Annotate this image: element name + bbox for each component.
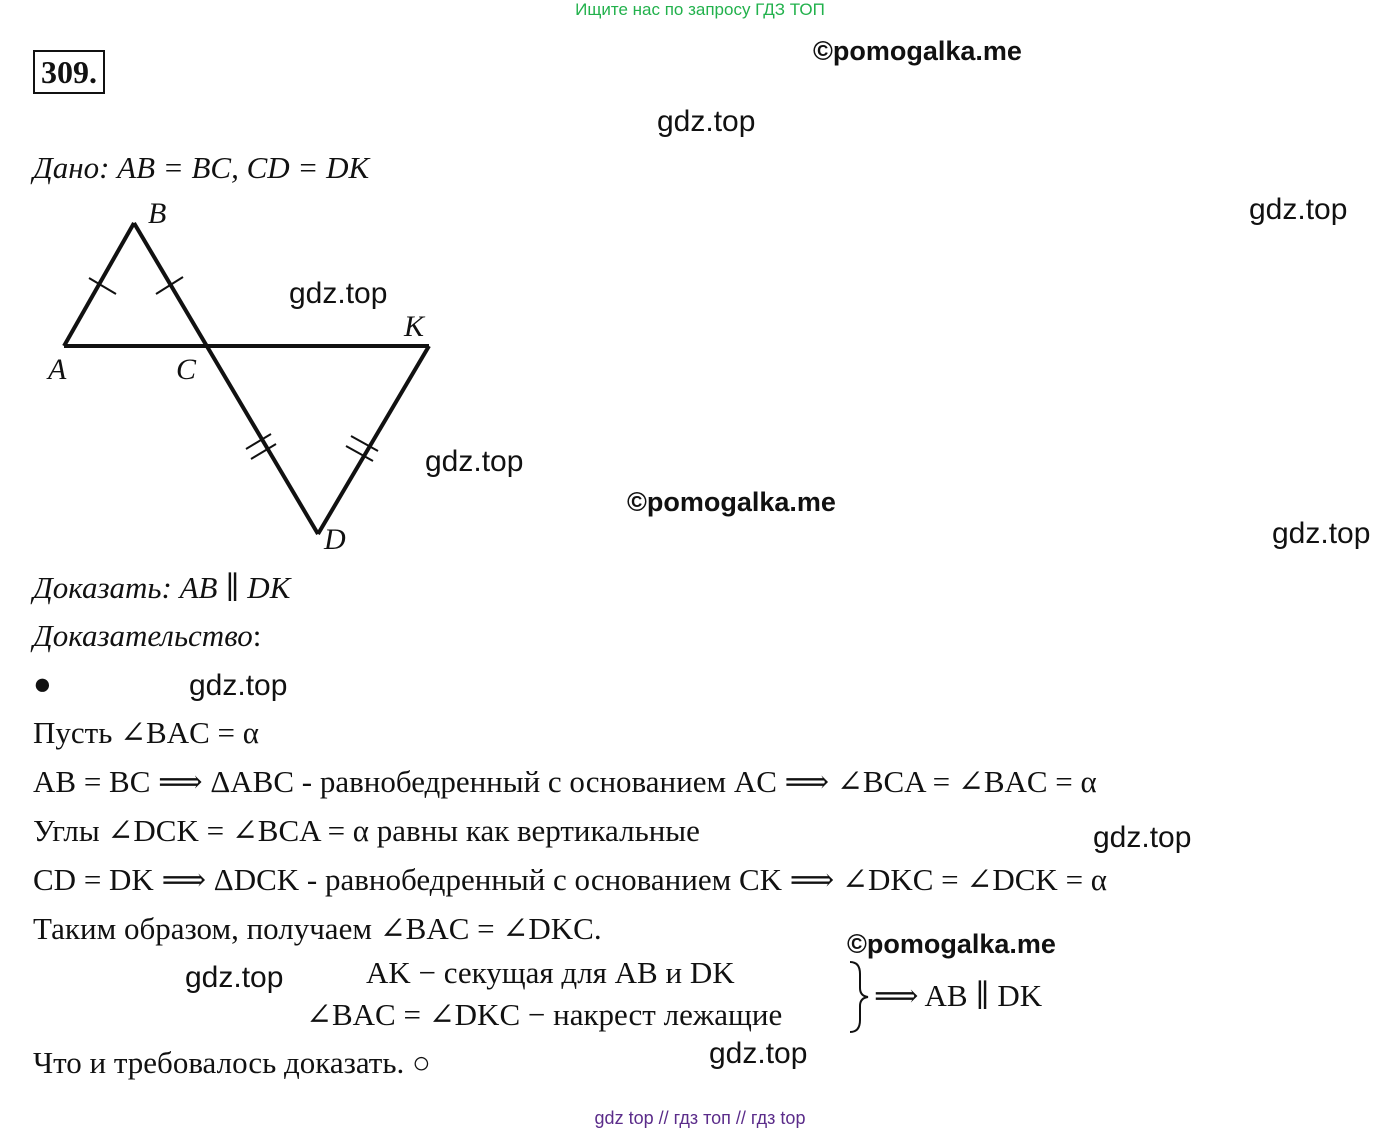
system-conclusion: ⟹ AB ∥ DK [874,978,1043,1013]
system-line-2: ∠BAC = ∠DKC − накрест лежащие [306,997,783,1032]
watermark-gdz: gdz.top [185,961,284,994]
label-a: A [48,353,67,386]
watermark-gdz: gdz.top [1093,821,1192,854]
proof-line: Пусть ∠BAC = α [33,715,260,750]
segment-kd [318,346,429,534]
watermark-pomogalka: ©pomogalka.me [847,929,1056,959]
system-line-1: AK − секущая для AB и DK [366,955,735,990]
proof-colon: : [252,618,262,653]
watermark-pomogalka: ©pomogalka.me [813,36,1022,66]
proof-line: CD = DK ⟹ ΔDCK - равнобедренный с основанием CK ⟹ ∠DKC = ∠DCK = α [33,862,1108,897]
given-label: Дано [33,150,100,185]
label-k: K [404,310,425,343]
label-c: C [176,353,197,386]
geometry-figure [0,195,460,560]
prove-text: : AB ∥ DK [161,570,291,605]
watermark-gdz: gdz.top [709,1037,808,1070]
prove-line [33,570,290,606]
segment-bd [134,223,318,534]
proof-bullet: ● [33,666,52,701]
search-banner: Ищите нас по запросу ГДЗ ТОП [575,0,825,19]
watermark-pomogalka: ©pomogalka.me [627,487,836,517]
footer-nav[interactable]: gdz top // гдз топ // гдз top [594,1108,806,1128]
watermark-gdz: gdz.top [1249,193,1348,226]
given-text: : AB = BC, CD = DK [99,150,370,185]
proof-line: Таким образом, получаем ∠BAC = ∠DKC. [33,911,602,946]
given-line [33,150,369,186]
watermark-gdz: gdz.top [1272,517,1371,550]
proof-line: AB = BC ⟹ ΔABC - равнобедренный с основанием AC ⟹ ∠BCA = ∠BAC = α [33,764,1097,799]
watermark-gdz: gdz.top [289,277,388,310]
proof-end: Что и требовалось доказать. ○ [33,1045,431,1080]
proof-label: Доказательство [33,618,253,653]
proof-heading [33,618,261,654]
task-number: 309. [33,50,105,94]
watermark-gdz: gdz.top [425,445,524,478]
prove-label: Доказать [33,570,162,605]
curly-brace [848,960,870,1034]
watermark-gdz: gdz.top [657,105,756,138]
proof-line: Углы ∠DCK = ∠BCA = α равны как вертикальные [33,813,700,848]
label-b: B [148,197,167,230]
label-d: D [324,523,346,556]
watermark-gdz: gdz.top [189,669,288,702]
